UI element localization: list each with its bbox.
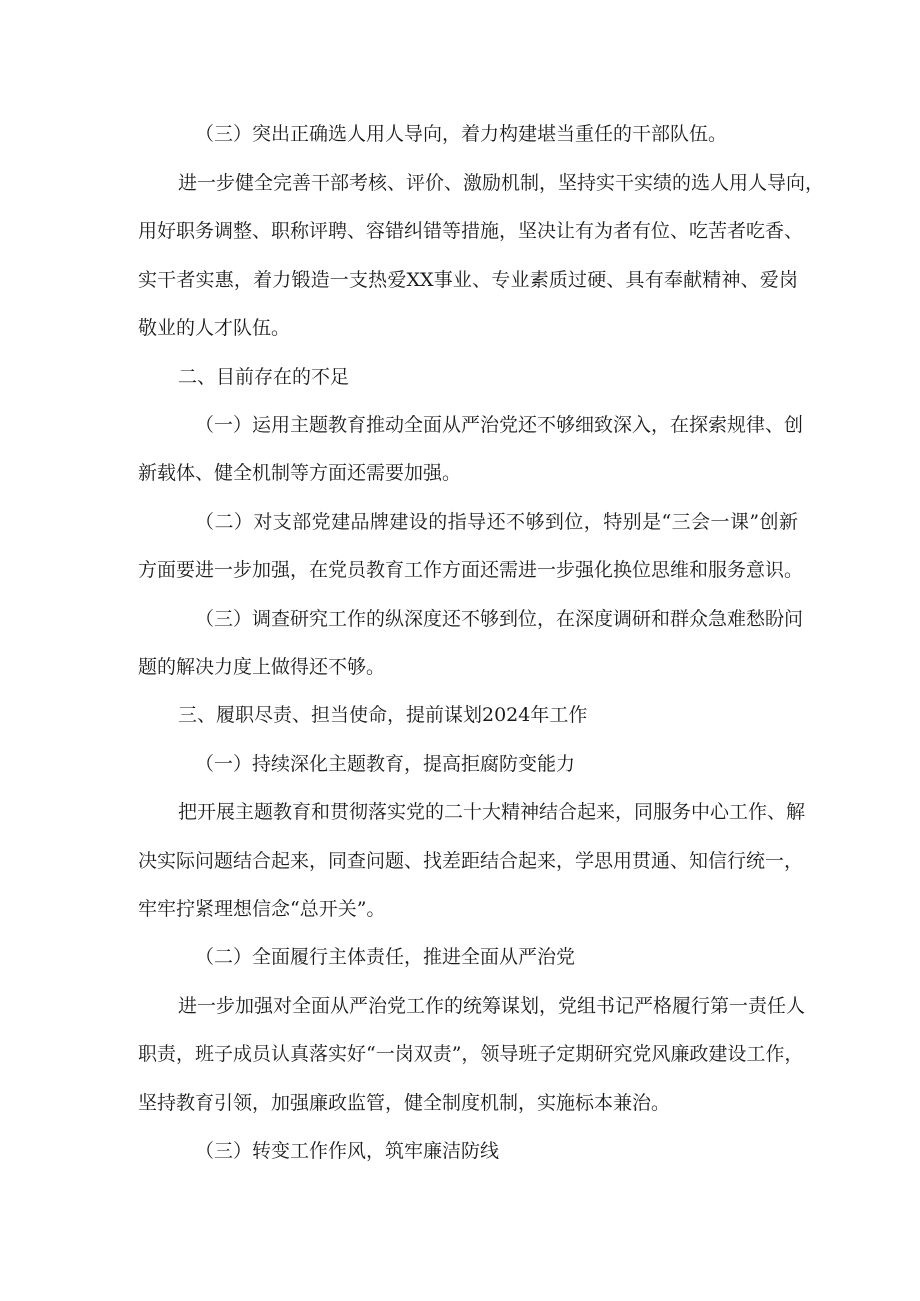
section-heading-2: 二、目前存在的不足 (178, 366, 350, 388)
paragraph-line: 把开展主题教育和贯彻落实党的二十大精神结合起来，同服务中心工作、解 (178, 801, 806, 823)
subsection-heading: （一）持续深化主题教育，提高拒腐防变能力 (195, 753, 576, 775)
paragraph-line: （三）调查研究工作的纵深度还不够到位，在深度调研和群众急难愁盼问 (195, 608, 804, 630)
paragraph-line: （一）运用主题教育推动全面从严治党还不够细致深入，在探索规律、创 (195, 414, 804, 436)
paragraph-line: 进一步健全完善干部考核、评价、激励机制，坚持实干实绩的选人用人导向， (178, 172, 825, 194)
paragraph-line: （二）对支部党建品牌建设的指导还不够到位，特别是“三会一课”创新 (195, 511, 798, 533)
paragraph-line: 题的解决力度上做得还不够。 (138, 656, 386, 678)
section-heading-3: 三、履职尽责、担当使命，提前谋划2024年工作 (178, 704, 588, 726)
paragraph-line: 实干者实惠，着力锻造一支热爱XX事业、专业素质过硬、具有奉献精神、爱岗 (138, 269, 798, 291)
paragraph-line: 坚持教育引领，加强廉政监管，健全制度机制，实施标本兼治。 (138, 1092, 671, 1114)
section-heading-3-3: （三）突出正确选人用人导向，着力构建堪当重任的干部队伍。 (195, 123, 728, 145)
paragraph-line: 牢牢拧紧理想信念“总开关”。 (138, 898, 386, 920)
paragraph-line: 进一步加强对全面从严治党工作的统筹谋划，党组书记严格履行第一责任人 (178, 995, 806, 1017)
paragraph-line: 决实际问题结合起来，同查问题、找差距结合起来，学思用贯通、知信行统一， (138, 850, 804, 872)
paragraph-line: 职责，班子成员认真落实好“一岗双责”，领导班子定期研究党风廉政建设工作， (138, 1043, 804, 1065)
subsection-heading: （三）转变工作作风，筑牢廉洁防线 (195, 1140, 500, 1162)
paragraph-line: 方面要进一步加强，在党员教育工作方面还需进一步强化换位思维和服务意识。 (138, 559, 804, 581)
paragraph-line: 新载体、健全机制等方面还需要加强。 (138, 462, 462, 484)
paragraph-line: 敬业的人才队伍。 (138, 317, 291, 339)
paragraph-line: 用好职务调整、职称评聘、容错纠错等措施，坚决让有为者有位、吃苦者吃香、 (138, 220, 804, 242)
subsection-heading: （二）全面履行主体责任，推进全面从严治党 (195, 946, 576, 968)
